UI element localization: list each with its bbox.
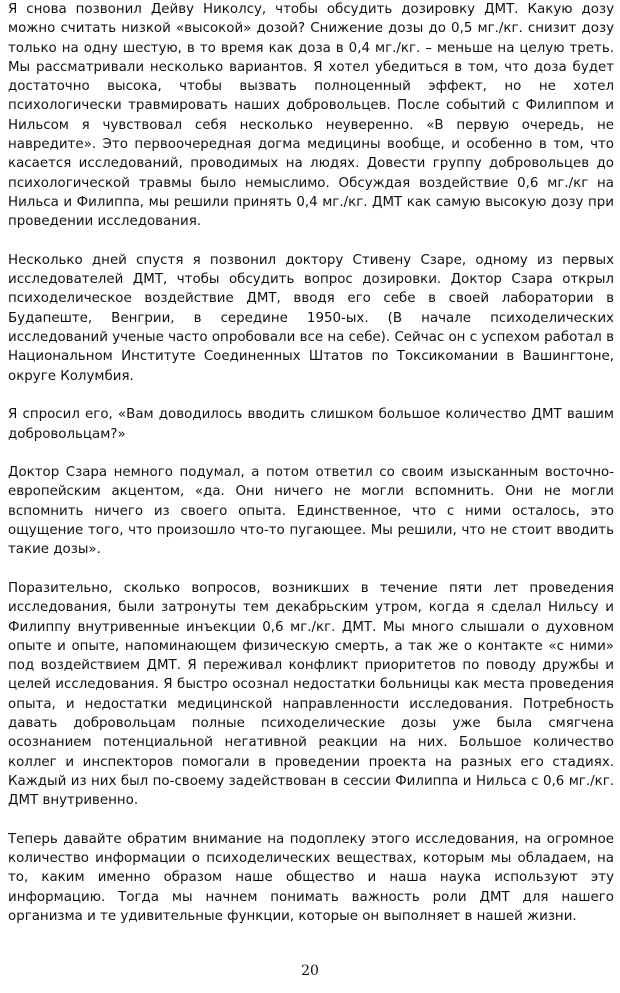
paragraph-5: Поразительно, сколько вопросов, возникших в течение пяти лет проведения исследования, были затронуты тем декабрьским утром, когда я сделал Нильсу и Филиппу внутривенные инъекции 0,6 мг./кг. ДМТ. Мы много слышали о духовном опыте и опыте, напоминающем физическую смерть, а так же о контакте «с ними» под воздействием ДМТ. Я переживал конфликт приоритетов по поводу дружбы и целей исследования. Я быстро осознал недостатки больницы как места проведения опыта, и недостатки медицинской направленности исследования. Потребность давать добровольцам полные психоделические дозы уже была смягчена осознанием потенциальной негативной реакции на них. Большое количество коллег и инспекторов помогали в проведении проекта на разных его стадиях. Каждый из них был по-своему задействован в сессии Филиппа и Нильса с 0,6 мг./кг. ДМТ внутривенно. xyxy=(8,580,614,809)
text-body xyxy=(8,0,614,926)
paragraph-4: Доктор Сзара немного подумал, а потом ответил со своим изысканным восточно-европейским акцентом, «да. Они ничего не могли вспомнить. Они не могли вспомнить ничего из своего опыта. Единственное, что с ними осталось, это ощущение того, что произошло что-то пугающее. Мы решили, что не стоит вводить такие дозы». xyxy=(8,465,614,558)
paragraph-2: Несколько дней спустя я позвонил доктору Стивену Сзаре, одному из первых исследователей ДМТ, чтобы обсудить вопрос дозировки. Доктор Сзара открыл психоделическое воздействие ДМТ, вводя его себе в своей лаборатории в Будапеште, Венгрии, в середине 1950-ых. (В начале психоделических исследований ученые часто опробовали все на себе). Сейчас он с успехом работал в Национальном Институте Соединенных Штатов по Токсикомании в Вашингтоне, округе Колумбия. xyxy=(8,252,614,384)
paragraph-3: Я спросил его, «Вам доводилось вводить слишком большое количество ДМТ вашим добровольцам?» xyxy=(8,407,614,442)
paragraph-6: Теперь давайте обратим внимание на подоплеку этого исследования, на огромное количество информации о психоделических веществах, которым мы обладаем, на то, каким именно образом наше общество и наша наука используют эту информацию. Тогда мы начнем понимать важность роли ДМТ для нашего организма и те удивительные функции, которые он выполняет в нашей жизни. xyxy=(8,831,614,924)
paragraph-1: Я снова позвонил Дейву Николсу, чтобы обсудить дозировку ДМТ. Какую дозу можно считать низкой «высокой» дозой? Снижение дозы до 0,5 мг./кг. снизит дозу только на одну шестую, в то время как доза в 0,4 мг./кг. – меньше на целую треть. Мы рассматривали несколько вариантов. Я хотел убедиться в том, что доза будет достаточно высока, чтобы вызвать полноценный эффект, но не хотел психологически травмировать наших добровольцев. После событий с Филиппом и Нильсом я чувствовал себя несколько неуверенно. «В первую очередь, не навредите». Это первоочередная догма медицины вообще, и особенно в том, что касается исследований, проводимых на людях. Довести группу добровольцев до психологической травмы было немыслимо. Обсуждая воздействие 0,6 мг./кг на Нильса и Филиппа, мы решили принять 0,4 мг./кг. ДМТ как самую высокую дозу при проведении исследования. xyxy=(8,2,614,230)
page-number: 20 xyxy=(301,963,319,979)
